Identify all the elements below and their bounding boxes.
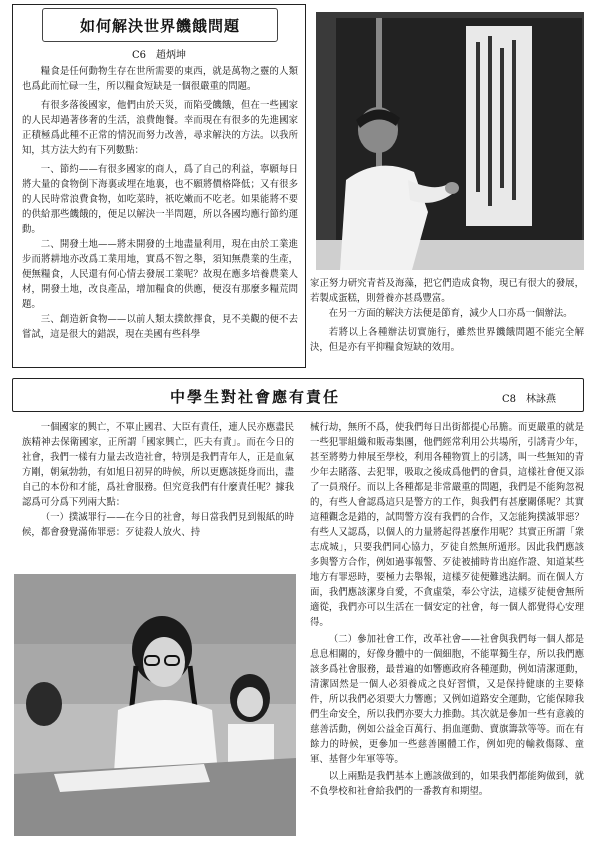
article1-paragraph: 有很多落後國家，他們由於天災，而陷受饑餓，但在一些國家的人民却過著侈奢的生活，浪費飽餐。幸而現在有很多的先進國家正積極爲此種不正常的情況而努力改善，尋求解決的方法。以我所知，其方法大約有下列數點： <box>22 100 298 156</box>
article2-left-column <box>22 420 294 540</box>
photo-teacher-blackboard <box>316 12 584 270</box>
article1-continuation <box>310 276 584 355</box>
article2-paragraph: 械行劫，無所不爲，使我們每日出街都提心吊膽。而更嚴重的就是一些犯罪組織和販毒集團，他們經常利用公共場所，引誘青少年，甚至將勢力伸展至學校，利用各種物質上的引誘，叫一些無知的青少年去賭落、去犯罪，吸取之後成爲他們的會員，這樣社會便又添了一員飛仔。而以上各種都是非常嚴重的問題，我們是不能夠忽視的，有些人會認爲這只是警方的工作，與我們有甚麼關係呢？其實這種觀念是錯的，試問警方沒有我們的合作，又怎能夠撲滅罪惡？有些人又認爲，以個人的力量將起得甚麼作用呢？其實正所謂「衆志成城」，只要我們同心協力，歹徒自然無所遁形。因此我們應該多與警方合作，例如過事報警、歹徒被捕時肯出庭作證、知道某些地方有罪惡時，要極力去舉報，這樣歹徒便難逃法網。而在個人方面，我們應該潔身自愛，不貪虛榮，奉公守法，這樣歹徒便會無所適從，我們亦可以生活在一個安定的社會，每一個人都覺得心安理得。 <box>310 422 584 628</box>
article2-paragraph: 一個國家的興亡，不單止國君、大臣有責任，連人民亦應盡民族精神去保衛國家，正所謂「國家興亡，匹夫有責」。而在今日的社會，我們一樣有力量去改造社會，特別是我們青年人，正是血氣方剛，朝氣勃勃，有如旭日初昇的時候，所以更應該挺身而出，盡自己的本份和才能，爲社會服務。但究竟我們有什麼責任呢？據我認爲可分爲下列兩大點： <box>22 422 294 508</box>
article1-continuation-paragraph: 在另一方面的解決方法便是節育，減少人口亦爲一個辦法。 <box>328 308 573 319</box>
article2-paragraph: 以上兩點是我們基本上應該做到的，如果我們都能夠做到，就不負學校和社會給我們的一番教育和期望。 <box>310 771 584 797</box>
article1-title: 如何解決世界饑餓問題 <box>79 17 240 35</box>
article1-paragraph: 糧食是任何動物生存在世所需要的東西，就是萬物之靈的人類也爲此而忙碌一生，所以糧食短缺是一個很嚴重的問題。 <box>22 66 298 92</box>
article1-paragraph: 二、開發土地——將未開發的土地盡量利用，現在由於工業進步而將耕地亦改爲工業用地，實爲不智之舉，須知無農業的生產，便無糧食，人民還有何心情去發展工業呢？故現在應多培養農業人材，開發土地，改良產品，增加糧食的供應，便沒有那麼多糧荒問題。 <box>22 239 298 310</box>
article2-title: 中學生對社會應有責任 <box>170 388 341 406</box>
photo-students-classroom <box>14 574 296 836</box>
article1-paragraph: 一、節約——有很多國家的商人，爲了自己的利益，寧願每日將大量的食物倒下海裏或埋在地裏，也不願將價格降低；又有很多的人民時常浪費食物，如吃菜時，祇吃嫩而不吃老。如果能將不要的供給那些饑餓的，便足以解決一半問題，所以各國均應行節約運動。 <box>22 164 298 235</box>
teacher-writing-on-blackboard <box>316 12 584 270</box>
article1-byline: C6 趙炳坤 <box>132 50 187 61</box>
students-in-classroom <box>14 574 296 836</box>
article1-body <box>22 64 298 342</box>
article2-right-column <box>310 420 584 799</box>
article1-continuation-paragraph: 家正努力研究青苔及海藻，把它們造成食物，現已有很大的發展，若製成蛋糕，則營養亦甚爲豐富。 <box>310 278 584 304</box>
article2-paragraph: （二）參加社會工作，改革社會——社會與我們每一個人都是息息相關的，好像身體中的一個細胞，不能單獨生存，所以我們應該多爲社會服務，最普遍的如響應政府各種運動，例如清潔運動，清潔固然是一個人必須養成之良好習慣，又是保持健康的主要條件，所以我們必須要大力響應；又例如道路安全運動，它能保障我們生命安全，所以我們亦要大力推動。其次就是參加一些有意義的慈善活動，例如公益金百萬行、捐血運動、賣旗籌款等等。而在有餘力的時候，更參加一些慈善團體工作，例如兜的輸救傷隊、童軍、基督少年軍等等。 <box>310 634 584 765</box>
article1-continuation-paragraph: 若將以上各種辦法切實施行，雖然世界饑餓問題不能完全解決，但是亦有平抑糧食短缺的效用。 <box>310 327 584 353</box>
article2-paragraph: （一）撲滅罪行——在今日的社會，每日當我們見到報紙的時候，都會發覺滿佈罪惡：歹徒殺人放火、持 <box>22 512 294 538</box>
article2-byline: C8 林詠燕 <box>502 394 557 405</box>
article1-paragraph: 三、創造新食物——以前人類太撲飲擇食，見不美觀的便不去嘗試，這是很大的錯誤，現在美國有些科學 <box>22 314 298 340</box>
